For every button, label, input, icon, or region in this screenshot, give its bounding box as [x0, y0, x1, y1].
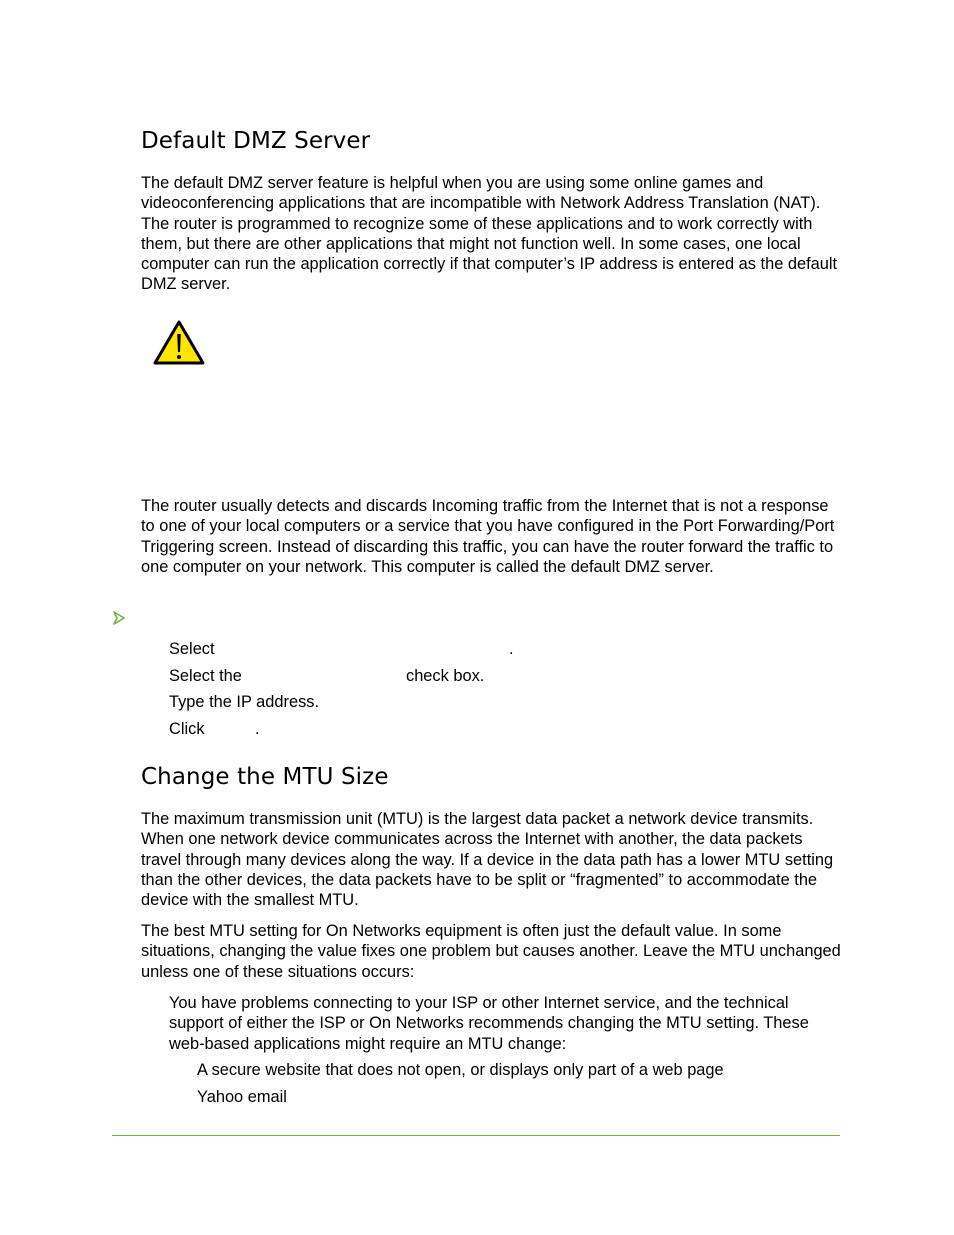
step-4-text: Click	[169, 720, 205, 738]
mtu-situation-item: You have problems connecting to your ISP or other Internet service, and the technical support of either the ISP or On Networks recommends changing the MTU setting. These web-based applications might require an MTU change:	[169, 994, 809, 1053]
step-1-text: Select	[169, 640, 215, 658]
mtu-subitem-2: Yahoo email	[197, 1088, 287, 1106]
dmz-body-paragraph: The router usually detects and discards Incoming traffic from the Internet that is not a response to one of your local computers or a service that you have configured in the Port Forwarding/Port Triggering screen. Instead of discarding this traffic, you can have the router forward the traffic to one computer on your network. This computer is called the default DMZ server.	[141, 497, 835, 576]
step-2-text: Select the	[169, 667, 242, 685]
procedure-arrow-icon	[113, 611, 125, 625]
dmz-intro-paragraph: The default DMZ server feature is helpful when you are using some online games and videoconferencing applications that are incompatible with Network Address Translation (NAT). The router is programmed to recognize some of these applications and to work correctly with them, but there are other applications that might not function well. In some cases, one local computer can run the application correctly if that computer’s IP address is entered as the default DMZ server.	[141, 174, 838, 294]
section-heading-change-mtu-size: Change the MTU Size	[141, 764, 389, 790]
mtu-default-paragraph: The best MTU setting for On Networks equipment is often just the default value. In some situations, changing the value fixes one problem but causes another. Leave the MTU unchanged unless one of these situations occurs:	[141, 922, 841, 981]
section-heading-default-dmz-server: Default DMZ Server	[141, 128, 371, 154]
mtu-subitem-1: A secure website that does not open, or displays only part of a web page	[197, 1061, 724, 1079]
step-3-text: Type the IP address.	[169, 693, 320, 711]
footer-divider	[112, 1135, 840, 1136]
step-1-suffix: .	[509, 640, 514, 658]
warning-icon	[153, 320, 205, 366]
step-2-suffix: check box.	[406, 667, 485, 685]
mtu-intro-paragraph: The maximum transmission unit (MTU) is the largest data packet a network device transmits. When one network device communicates across the Internet with another, the data packets travel through many devices along the way. If a device in the data path has a lower MTU setting than the other devices, the data packets have to be split or “fragmented” to accommodate the device with the smallest MTU.	[141, 810, 834, 910]
step-4-suffix: .	[255, 720, 260, 738]
